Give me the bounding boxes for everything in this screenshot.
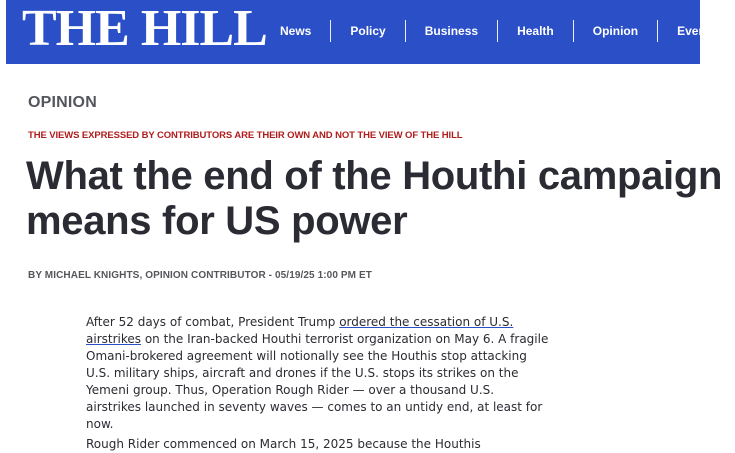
headline-line: means for US power [26,199,408,243]
body-text: on the Iran-backed Houthi terrorist organization on May 6. A fragile [141,332,549,346]
next-paragraph-clipped: Rough Rider commenced on March 15, 2025 because the Houthis [86,437,481,451]
nav-item-business[interactable]: Business [424,24,479,38]
body-line [86,331,646,348]
body-line: Omani-brokered agreement will notionally see the Houthis stop attacking [86,349,527,363]
nav-item-events[interactable]: Events [677,24,717,38]
opinion-disclaimer: THE VIEWS EXPRESSED BY CONTRIBUTORS ARE THEIR OWN AND NOT THE VIEW OF THE HILL [28,130,463,141]
body-line: now. [86,417,114,431]
article-body [86,314,646,433]
article-byline: BY MICHAEL KNIGHTS, OPINION CONTRIBUTOR - 05/19/25 1:00 PM ET [28,270,372,281]
body-text: After 52 days of combat, President Trump [86,315,340,329]
section-label[interactable]: OPINION [28,94,97,111]
nav-item-news[interactable]: News [280,24,312,38]
article-headline [26,154,723,244]
nav-item-opinion[interactable]: Opinion [592,24,639,38]
main-nav [270,20,735,42]
cessation-link[interactable]: ordered the cessation of U.S. [339,315,514,329]
body-line: Yemeni group. Thus, Operation Rough Rider — over a thousand U.S. [86,383,495,397]
nav-item-policy[interactable]: Policy [350,24,386,38]
site-header [6,0,717,64]
body-line: U.S. military ships, aircraft and drones if the U.S. stops its strikes on the [86,366,519,380]
airstrikes-link[interactable]: airstrikes [86,332,142,346]
site-logo[interactable]: THE HILL [22,0,267,57]
body-line: airstrikes launched in seventy waves — comes to an untidy end, at least for [86,400,543,414]
headline-line: What the end of the Houthi campaign [26,154,723,198]
nav-item-health[interactable]: Health [517,24,554,38]
body-line [86,314,646,331]
